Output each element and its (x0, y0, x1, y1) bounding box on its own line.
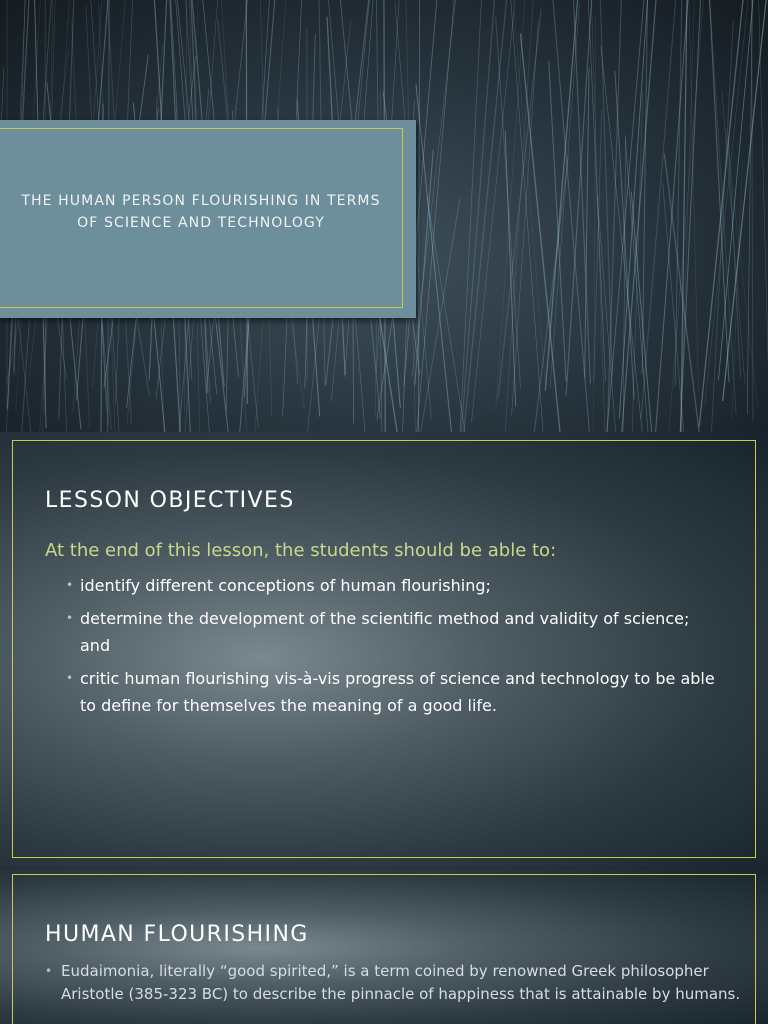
decorative-line (550, 3, 579, 388)
objectives-list (66, 572, 716, 725)
decorative-line (709, 0, 729, 382)
flourishing-heading: HUMAN FLOURISHING (45, 922, 309, 947)
list-item: • determine the development of the scientific method and validity of science; and (66, 605, 716, 659)
decorative-line (533, 155, 568, 432)
decorative-line (498, 9, 541, 398)
decorative-line (512, 0, 545, 386)
list-item: • identify different conceptions of human flourishing; (66, 572, 716, 599)
title-box (0, 120, 416, 318)
bullet-icon: • (66, 578, 74, 592)
flourishing-slide (0, 866, 768, 1024)
decorative-line (549, 61, 566, 382)
decorative-line (607, 0, 621, 432)
decorative-line (505, 131, 515, 406)
decorative-line (461, 0, 496, 432)
bullet-icon: • (66, 671, 74, 685)
decorative-line (642, 0, 647, 374)
decorative-line (597, 194, 615, 432)
decorative-line (699, 0, 744, 427)
decorative-line (588, 0, 606, 382)
flourishing-paragraph: • Eudaimonia, literally “good spirited,” is a term coined by renowned Greek philosopher Aristotle (385-323 BC) to describe the pinnacle of happiness that is attainable by humans. (45, 962, 741, 1003)
title-slide (0, 0, 768, 432)
objectives-heading: LESSON OBJECTIVES (45, 488, 295, 513)
decorative-line (732, 161, 743, 420)
decorative-line (689, 0, 699, 392)
decorative-line (460, 0, 482, 432)
decorative-line (675, 0, 682, 386)
bullet-icon: • (66, 611, 74, 625)
objectives-slide (0, 432, 768, 866)
decorative-line (418, 0, 419, 432)
decorative-line (723, 0, 768, 401)
decorative-line (416, 0, 455, 432)
list-item: • critic human flourishing vis-à-vis progress of science and technology to be able to define for themselves the meaning of a good life. (66, 665, 716, 719)
objectives-intro: At the end of this lesson, the students should be able to: (45, 540, 557, 561)
bullet-icon: • (45, 964, 53, 978)
decorative-line (427, 195, 466, 432)
decorative-line (600, 0, 612, 375)
slide-title: THE HUMAN PERSON FLOURISHING IN TERMS OF SCIENCE AND TECHNOLOGY (21, 193, 381, 231)
